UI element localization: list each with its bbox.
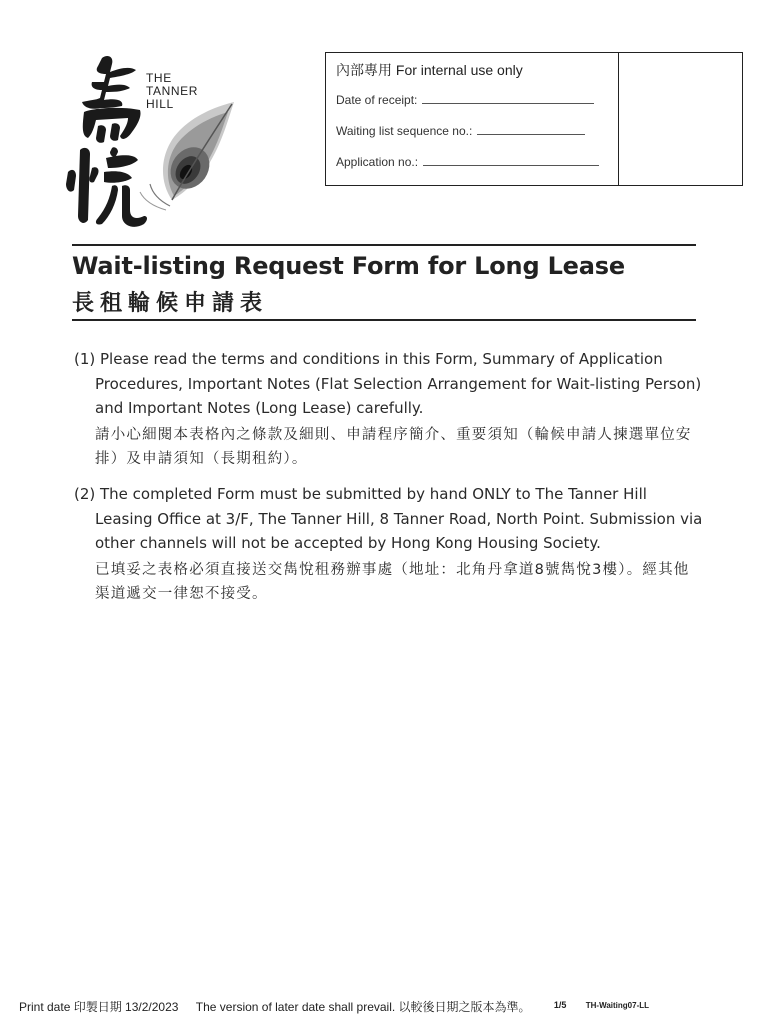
logo-wordmark	[146, 72, 198, 111]
form-title-chinese: 長租輪候申請表	[72, 291, 269, 316]
waiting-list-sequence-field[interactable]	[336, 124, 618, 138]
instruction-1	[74, 347, 704, 471]
waiting-list-sequence-blank[interactable]	[477, 124, 585, 135]
print-date: Print date 印製日期 13/2/2023	[19, 1000, 179, 1014]
instruction-2	[74, 482, 704, 606]
logo-line-2: TANNER	[146, 84, 199, 98]
application-no-label: Application no.:	[336, 155, 419, 169]
instruction-2-english: (2) The completed Form must be submitted by hand ONLY to The Tanner Hill Leasing Office at 3/F, The Tanner Hill, 8 Tanner Road, North Point. Submission via other channels will not be accepted by Hong Kong Housing Society.	[74, 485, 703, 552]
internal-use-title: 內部專用 For internal use only	[336, 62, 523, 78]
internal-use-fields	[326, 53, 619, 185]
application-no-field[interactable]	[336, 155, 618, 169]
instruction-1-english: (1) Please read the terms and conditions in this Form, Summary of Application Procedures, Important Notes (Flat Selection Arrangement for Wait-listing Person) and Important Notes (Long Lease) carefully.	[74, 350, 702, 417]
application-no-blank[interactable]	[423, 155, 599, 166]
internal-use-box	[325, 52, 743, 186]
instruction-2-chinese: 已填妥之表格必須直接送交雋悅租務辦事處（地址：北角丹拿道8號雋悅3樓）。經其他渠道遞交一律恕不接受。	[95, 561, 690, 602]
form-code: TH-Waiting07-LL	[585, 1001, 649, 1010]
waiting-list-sequence-label: Waiting list sequence no.:	[336, 124, 473, 138]
internal-use-stamp-area	[619, 53, 742, 185]
logo-line-3: HILL	[146, 97, 174, 111]
form-title-english: Wait-listing Request Form for Long Lease	[72, 252, 625, 280]
logo-line-1: THE	[146, 71, 172, 85]
date-of-receipt-label: Date of receipt:	[336, 93, 418, 107]
instruction-1-chinese: 請小心細閱本表格內之條款及細則、申請程序簡介、重要須知（輪候申請人揀選單位安排）及申請須知（長期租約）。	[95, 426, 692, 467]
title-bottom-rule	[72, 319, 696, 321]
page-number: 1/5	[553, 1000, 567, 1010]
title-top-rule	[72, 244, 696, 246]
date-of-receipt-blank[interactable]	[422, 93, 594, 104]
version-note: The version of later date shall prevail. 以較後日期之版本為準。	[195, 1000, 531, 1014]
page-footer	[19, 998, 649, 1015]
date-of-receipt-field[interactable]	[336, 93, 618, 107]
